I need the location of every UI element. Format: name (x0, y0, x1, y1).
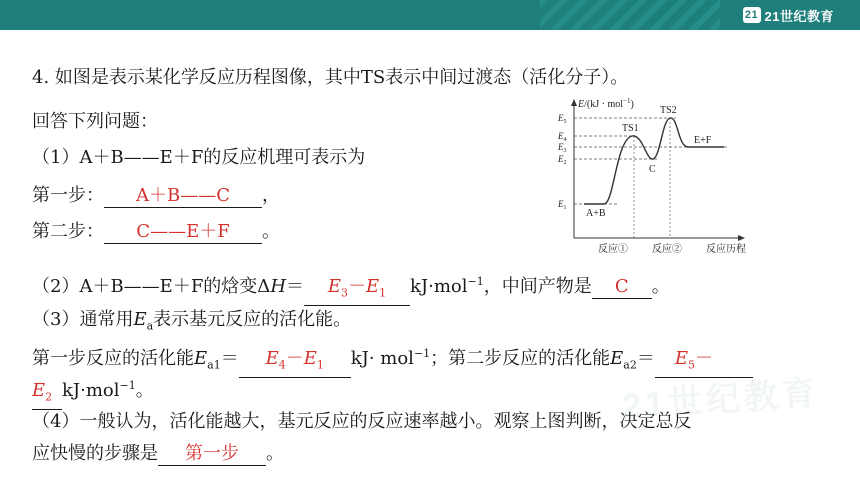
reaction-energy-diagram (548, 96, 764, 258)
step2-label: 第二步： (32, 221, 104, 242)
e1-symbol: E (366, 276, 380, 297)
ea2-unit: kJ·mol (62, 380, 120, 401)
ts1-label: TS1 (622, 123, 639, 134)
part3-line1 (32, 308, 351, 339)
brand-mark-icon: 21 (743, 7, 761, 23)
equals-sign: ＝ (636, 348, 655, 369)
unit-superscript: −1 (467, 275, 484, 288)
e5-symbol: E (674, 348, 688, 369)
part4-answer: 第一步 (158, 443, 266, 466)
ea-subscript: a (146, 319, 154, 333)
ea1-symbol: E (194, 348, 208, 369)
e3-label: $E_3$ (558, 142, 567, 154)
watermark: 21世纪教育 (621, 374, 822, 426)
ea2-unit-superscript: −1 (119, 379, 136, 392)
ea2-answer-part1 (655, 348, 753, 378)
part4-end: 。 (266, 443, 284, 464)
reaction-curve (584, 118, 724, 204)
enthalpy-unit: kJ·mol (410, 276, 468, 297)
step1-end: ， (262, 185, 280, 206)
step1-answer: A＋B——C (104, 185, 262, 208)
ea2-answer-part2 (32, 380, 62, 410)
e3-symbol: E (327, 276, 342, 297)
e2-symbol: E (32, 380, 46, 401)
part2 (32, 270, 670, 306)
e5-subscript: 5 (688, 358, 695, 372)
x-axis-label: 反应历程 (706, 244, 746, 255)
equals-sign: ＝ (286, 276, 305, 297)
e1-subscript: 1 (316, 358, 324, 372)
e1-subscript: 1 (379, 286, 387, 300)
minus-sign: － (285, 348, 304, 369)
e2-label: $E_2$ (558, 154, 567, 166)
ea2-symbol: E (610, 348, 624, 369)
e1-symbol: E (303, 348, 317, 369)
enthalpy-answer (304, 276, 410, 306)
part3-text-b: 表示基元反应的活化能。 (153, 309, 352, 330)
header-decoration (540, 0, 720, 30)
brand-logo (743, 4, 834, 26)
x-axis-arrow-icon (738, 235, 745, 241)
intermediate-answer: C (592, 276, 652, 299)
x-tick-reaction1: 反应① (598, 244, 628, 255)
part1-step2 (32, 220, 280, 244)
ea2-subscript: a2 (623, 358, 637, 372)
part3-line3 (32, 374, 154, 410)
header-bar (0, 0, 860, 30)
question-title: 4. 如图是表示某化学反应历程图像，其中TS表示中间过渡态（活化分子）。 (32, 67, 629, 88)
intermediate-label: C (649, 164, 656, 175)
minus-sign: － (348, 276, 367, 297)
ts2-label: TS2 (660, 105, 677, 116)
part1-text: （1）A＋B——E＋F的反应机理可表示为 (32, 147, 366, 168)
step1-label: 第一步： (32, 185, 104, 206)
step2-answer: C——E＋F (104, 221, 262, 244)
e5-label: $E_5$ (558, 113, 567, 125)
part3-text-a: （3）通常用 (32, 309, 134, 330)
e1-label: $E_1$ (558, 199, 567, 211)
y-axis-label: E/(kJ · mol$^{-1}$) (578, 97, 634, 110)
part4-line2 (32, 442, 284, 466)
minus-sign: － (695, 348, 713, 369)
question-prompt: 回答下列问题： (32, 111, 158, 132)
step2-end: 。 (262, 221, 280, 242)
part4-line1: （4）一般认为，活化能越大，基元反应的反应速率越小。观察上图判断，决定总反 (32, 411, 692, 432)
part3-end: 。 (135, 380, 154, 401)
part2-end: 。 (651, 276, 670, 297)
part4-text: 应快慢的步骤是 (32, 443, 158, 464)
enthalpy-symbol: H (270, 276, 287, 297)
ea1-unit: kJ· mol (350, 348, 414, 369)
ea-symbol: E (133, 309, 147, 330)
equals-sign: ＝ (220, 348, 239, 369)
part1-step1 (32, 184, 280, 208)
part3-line2 (32, 342, 753, 378)
reactant-label: A+B (586, 208, 606, 219)
e4-symbol: E (265, 348, 279, 369)
product-label: E+F (694, 135, 712, 146)
ea1-unit-superscript: −1 (413, 347, 431, 360)
part2-middle: ，中间产物是 (483, 276, 592, 297)
e4-subscript: 4 (278, 358, 286, 372)
ea1-subscript: a1 (207, 358, 221, 372)
ea1-label: 第一步反应的活化能 (32, 348, 194, 369)
part2-text: （2）A＋B——E＋F的焓变Δ (32, 276, 271, 297)
ea2-label: ；第二步反应的活化能 (430, 348, 611, 369)
e3-subscript: 3 (341, 286, 349, 300)
y-axis-arrow-icon (571, 99, 577, 106)
brand-name: 21世纪教育 (764, 8, 834, 24)
e4-label: $E_4$ (558, 131, 567, 143)
ea1-answer (239, 348, 351, 378)
e2-subscript: 2 (45, 390, 53, 404)
x-tick-reaction2: 反应② (652, 244, 682, 255)
